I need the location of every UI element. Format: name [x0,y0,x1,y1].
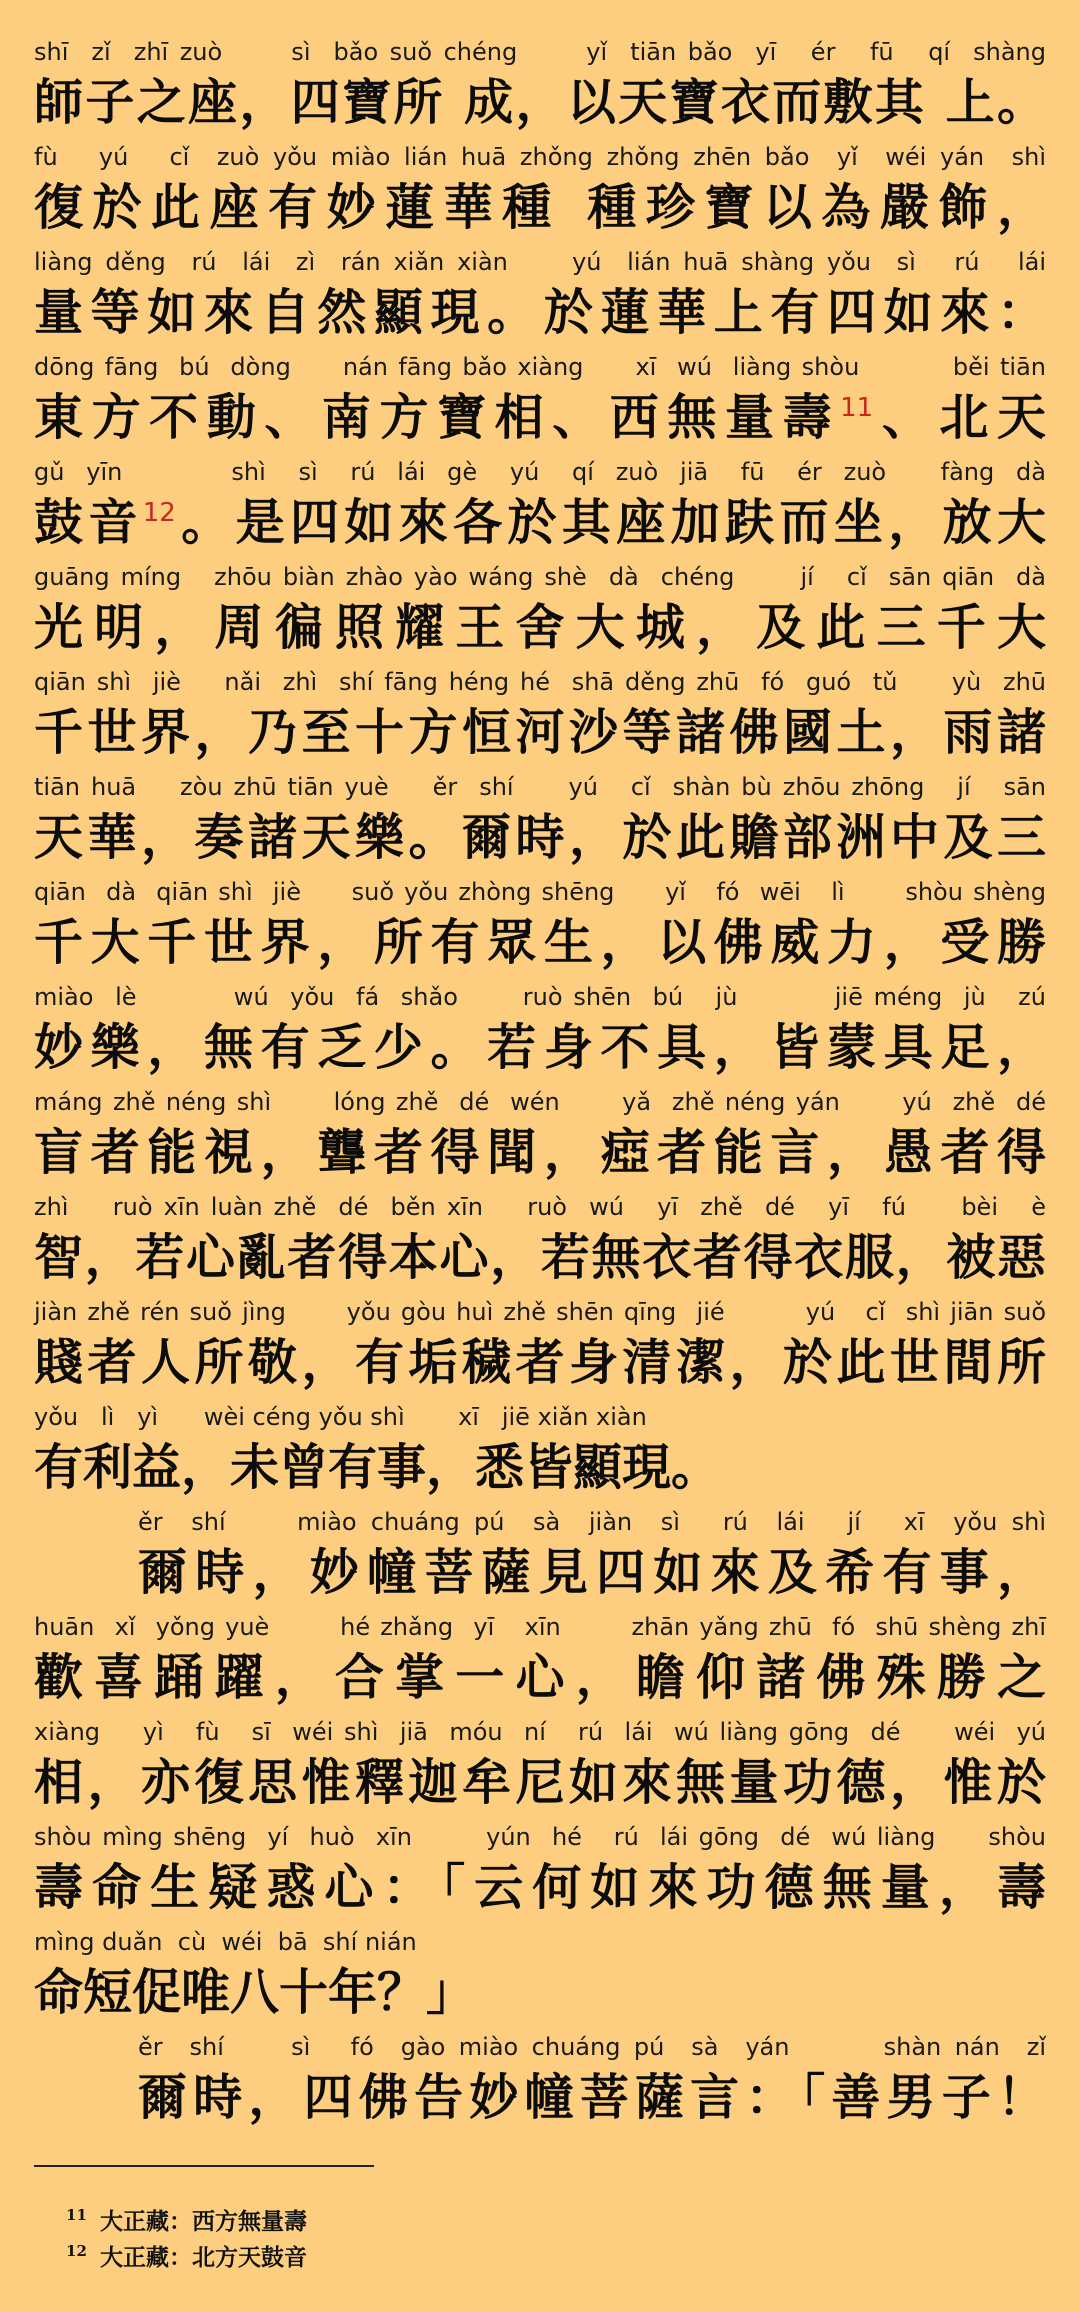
pinyin-line: tiān huā zòu zhū tiān yuè ěr shí yú cǐ shàn bù zhōu zhōng jí sān [34,773,1046,801]
hanzi-line [34,72,1046,134]
text-line [34,1817,1046,1921]
text-line [34,1607,1046,1711]
pinyin-line: zhì ruò xīn luàn zhě dé běn xīn ruò wú yī zhě dé yī fú bèi è [34,1193,1046,1221]
hanzi-line [34,1647,1046,1709]
text-line [34,1292,1046,1396]
hanzi-line [34,597,1046,659]
footnote-12: 12 大正藏：北方天鼓音 [66,2242,308,2271]
hanzi-text: 盲者能視，聾者得聞，瘂者能言，愚者得 [34,1124,1046,1181]
pinyin-line: mìng duǎn cù wéi bā shí nián [34,1928,417,1956]
hanzi-text: 鼓音 [34,494,143,551]
hanzi-text: 有利益，未曾有事，悉皆顯現。 [34,1439,721,1496]
text-line [34,1397,1046,1501]
hanzi-line [138,2067,1046,2129]
hanzi-text: 復於此座有妙蓮華種 種珍寶以為嚴飾， [34,179,1046,236]
hanzi-text: 歡喜踊躍，合掌一心，瞻仰諸佛殊勝之 [34,1649,1046,1706]
hanzi-text: 千世界，乃至十方恒河沙等諸佛國土，雨諸 [34,704,1046,761]
footnote-text: 大正藏：北方天鼓音 [100,2244,308,2271]
pinyin-line: miào lè wú yǒu fá shǎo ruò shēn bú jù jiē méng jù zú [34,983,1046,1011]
hanzi-line [34,1857,1046,1919]
hanzi-line [34,387,1046,449]
pinyin-line: jiàn zhě rén suǒ jìng yǒu gòu huì zhě shēn qīng jié yú cǐ shì jiān suǒ [34,1298,1046,1326]
hanzi-text: 千大千世界，所有眾生，以佛威力，受勝 [34,914,1046,971]
text-line [34,977,1046,1081]
hanzi-text: 相，亦復思惟釋迦牟尼如來無量功德，惟於 [34,1754,1046,1811]
text-line [34,1187,1046,1291]
hanzi-line [34,1227,1046,1289]
pinyin-line: shī zǐ zhī zuò sì bǎo suǒ chéng yǐ tiān bǎo yī ér fū qí shàng [34,38,1046,66]
hanzi-text: 爾時，妙幢菩薩見四如來及希有事， [138,1544,1046,1601]
hanzi-line [34,807,1046,869]
hanzi-text: 命短促唯八十年？」 [34,1964,476,2021]
hanzi-line [34,282,1046,344]
pinyin-line: dōng fāng bú dòng nán fāng bǎo xiàng xī wú liàng shòu běi tiān [34,353,1046,381]
hanzi-line [138,1542,1046,1604]
pinyin-line: fù yú cǐ zuò yǒu miào lián huā zhǒng zhǒng zhēn bǎo yǐ wéi yán shì [34,143,1046,171]
pinyin-line: qiān dà qiān shì jiè suǒ yǒu zhòng shēng yǐ fó wēi lì shòu shèng [34,878,1046,906]
hanzi-line [34,492,1046,554]
footnote-marker[interactable]: 12 [142,498,176,528]
text-line [34,557,1046,661]
hanzi-line [34,1437,1046,1499]
footnote-text: 大正藏：西方無量壽 [100,2208,308,2235]
pinyin-line: huān xǐ yǒng yuè hé zhǎng yī xīn zhān yǎng zhū fó shū shèng zhī [34,1613,1046,1641]
pinyin-line: ěr shí miào chuáng pú sà jiàn sì rú lái jí xī yǒu shì [138,1508,1046,1536]
text-line [34,1712,1046,1816]
hanzi-text: 爾時，四佛告妙幢菩薩言：「善男子！ [138,2069,1046,2126]
hanzi-text: 天華，奏諸天樂。爾時，於此贍部洲中及三 [34,809,1046,866]
pinyin-line: xiàng yì fù sī wéi shì jiā móu ní rú lái wú liàng gōng dé wéi yú [34,1718,1046,1746]
hanzi-line [34,177,1046,239]
hanzi-line [34,912,1046,974]
text-line [34,32,1046,136]
hanzi-line [34,1752,1046,1814]
hanzi-text: 賤者人所敬，有垢穢者身清潔，於此世間所 [34,1334,1046,1391]
text-line [34,872,1046,976]
text-line [34,137,1046,241]
hanzi-text: 、北天 [873,389,1046,446]
text-line [34,662,1046,766]
footnote-divider [34,2165,374,2167]
text-line [34,1082,1046,1186]
pinyin-line: liàng děng rú lái zì rán xiǎn xiàn yú lián huā shàng yǒu sì rú lái [34,248,1046,276]
hanzi-text: 師子之座，四寶所 成，以天寶衣而敷其 上。 [34,74,1046,131]
hanzi-text: 。是四如來各於其座加趺而坐，放大 [175,494,1046,551]
hanzi-line [34,1332,1046,1394]
pinyin-line: máng zhě néng shì lóng zhě dé wén yǎ zhě néng yán yú zhě dé [34,1088,1046,1116]
hanzi-line [34,1962,1046,2024]
hanzi-line [34,1122,1046,1184]
text-line [34,2027,1046,2131]
hanzi-text: 東方不動、南方寶相、西無量壽 [34,389,841,446]
text-line [34,242,1046,346]
footnote-11: 11 大正藏：西方無量壽 [66,2206,308,2235]
footnote-marker[interactable]: 11 [840,393,874,423]
hanzi-text: 妙樂，無有乏少。若身不具，皆蒙具足， [34,1019,1046,1076]
text-line [34,1502,1046,1606]
pinyin-line: qiān shì jiè nǎi zhì shí fāng héng hé shā děng zhū fó guó tǔ yù zhū [34,668,1046,696]
pinyin-line: ěr shí sì fó gào miào chuáng pú sà yán shàn nán zǐ [138,2033,1046,2061]
hanzi-line [34,702,1046,764]
text-line [34,767,1046,871]
text-line [34,347,1046,451]
hanzi-text: 量等如來自然顯現。於蓮華上有四如來： [34,284,1046,341]
pinyin-line: yǒu lì yì wèi céng yǒu shì xī jiē xiǎn xiàn [34,1403,647,1431]
hanzi-text: 光明，周徧照耀王舍大城，及此三千大 [34,599,1046,656]
text-line [34,452,1046,556]
hanzi-text: 智，若心亂者得本心，若無衣者得衣服，被惡 [34,1229,1046,1286]
hanzi-text: 壽命生疑惑心：「云何如來功德無量，壽 [34,1859,1046,1916]
text-line [34,1922,1046,2026]
pinyin-line: guāng míng zhōu biàn zhào yào wáng shè dà chéng jí cǐ sān qiān dà [34,563,1046,591]
hanzi-line [34,1017,1046,1079]
pinyin-line: gǔ yīn shì sì rú lái gè yú qí zuò jiā fū ér zuò fàng dà [34,458,1046,486]
pinyin-line: shòu mìng shēng yí huò xīn yún hé rú lái gōng dé wú liàng shòu [34,1823,1046,1851]
